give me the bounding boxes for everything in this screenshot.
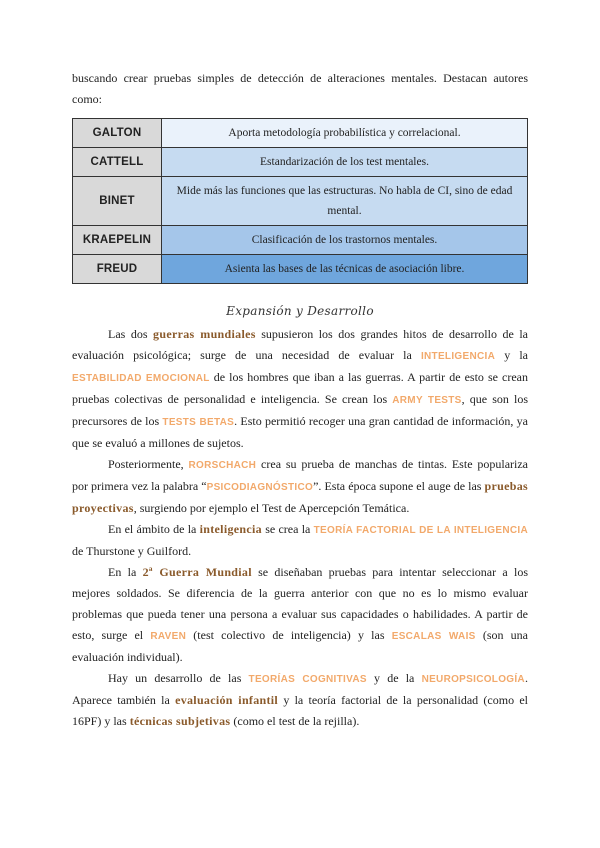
- highlight-term: NEUROPSICOLOGÍA: [421, 674, 525, 685]
- highlight-term: TESTS BETAS: [162, 417, 235, 428]
- text-run: de los hombres que iban a las guerras. A partir de esto se crean pruebas colectivas de personalidad e inteligencia. Se crean los: [72, 370, 528, 406]
- author-desc: Asienta las bases de las técnicas de asociación libre.: [162, 255, 528, 284]
- text-run: ”. Esta época supone el auge de las: [313, 479, 485, 493]
- text-run: , que son los precursores de los: [72, 392, 529, 428]
- text-run: En el ámbito de la: [108, 522, 200, 536]
- highlight-term: ESTABILIDAD EMOCIONAL: [72, 373, 210, 384]
- paragraph-teorias: [72, 668, 528, 732]
- text-run: Las dos: [108, 327, 154, 341]
- paragraph-rorschach: [72, 454, 528, 519]
- highlight-term: guerras mundiales: [153, 327, 256, 341]
- table-row: [73, 177, 528, 226]
- table-row: [73, 255, 528, 284]
- highlight-term: evaluación infantil: [175, 693, 279, 707]
- text-run: y la teoría factorial de la personalidad (como el 16PF) y las: [72, 693, 528, 728]
- author-desc: Aporta metodología probabilística y correlacional.: [162, 119, 528, 148]
- table-row: [73, 119, 528, 148]
- author-desc: Mide más las funciones que las estructuras. No habla de CI, sino de edad mental.: [162, 177, 528, 226]
- section-title: Expansión y Desarrollo: [226, 304, 374, 318]
- text-run: se diseñaban pruebas para intentar seleccionar a los mejores soldados. Se diferencia de la guerra anterior con que no es lo mismo evaluar problemas que pueda tener una persona a evaluar sus capacidades o habilidades. A partir de esto, surge el: [72, 565, 529, 642]
- highlight-term: 2ª Guerra Mundial: [142, 565, 252, 579]
- author-name: BINET: [73, 177, 162, 226]
- text-run: y la: [495, 348, 528, 362]
- author-name: CATTELL: [73, 148, 162, 177]
- highlight-term: técnicas subjetivas: [129, 714, 231, 728]
- text-run: se crea la: [261, 522, 314, 536]
- highlight-term: pruebas proyectivas: [72, 479, 528, 515]
- highlight-term: ARMY TESTS: [392, 395, 462, 406]
- table-row: [73, 226, 528, 255]
- intro-paragraph: buscando crear pruebas simples de detección de alteraciones mentales. Destacan autores como:: [72, 71, 528, 106]
- highlight-term: INTELIGENCIA: [420, 351, 496, 362]
- author-name: FREUD: [73, 255, 162, 284]
- text-run: (como el test de la rejilla).: [230, 714, 360, 728]
- highlight-term: TEORÍA FACTORIAL DE LA INTELIGENCIA: [313, 525, 528, 536]
- text-run: Hay un desarrollo de las: [108, 671, 249, 685]
- text-run: . Esto permitió recoger una gran cantidad de información, ya que se evaluó a millones de sujetos.: [72, 414, 528, 450]
- author-name: KRAEPELIN: [73, 226, 162, 255]
- text-run: supusieron los dos grandes hitos de desarrollo de la evaluación psicológica; surge de una necesidad de evaluar la: [72, 327, 529, 362]
- text-run: (test colectivo de inteligencia) y las: [186, 628, 392, 642]
- authors-table: [72, 118, 528, 284]
- highlight-term: ESCALAS WAIS: [391, 631, 476, 642]
- text-run: de Thurstone y Guilford.: [72, 544, 192, 558]
- highlight-term: TEORÍAS COGNITIVAS: [248, 674, 367, 685]
- highlight-term: inteligencia: [199, 522, 262, 536]
- author-desc: Clasificación de los trastornos mentales.: [162, 226, 528, 255]
- text-run: crea su prueba de manchas de tintas. Este populariza por primera vez la palabra “: [72, 457, 528, 493]
- text-run: y de la: [366, 671, 422, 685]
- document-page: [72, 68, 528, 732]
- paragraph-inteligencia: [72, 519, 528, 562]
- text-run: En la: [108, 565, 143, 579]
- text-run: , surgiendo por ejemplo el Test de Apercepción Temática.: [133, 501, 410, 515]
- paragraph-segunda-guerra: [72, 562, 528, 668]
- table-row: [73, 148, 528, 177]
- highlight-term: RAVEN: [150, 631, 187, 642]
- text-run: (son una evaluación individual).: [72, 628, 529, 664]
- highlight-term: RORSCHACH: [188, 460, 257, 471]
- paragraph-guerras: [72, 324, 528, 454]
- highlight-term: PSICODIAGNÓSTICO: [206, 482, 314, 493]
- text-run: . Aparece también la: [72, 671, 528, 707]
- author-desc: Estandarización de los test mentales.: [162, 148, 528, 177]
- text-run: Posteriormente,: [108, 457, 189, 471]
- author-name: GALTON: [73, 119, 162, 148]
